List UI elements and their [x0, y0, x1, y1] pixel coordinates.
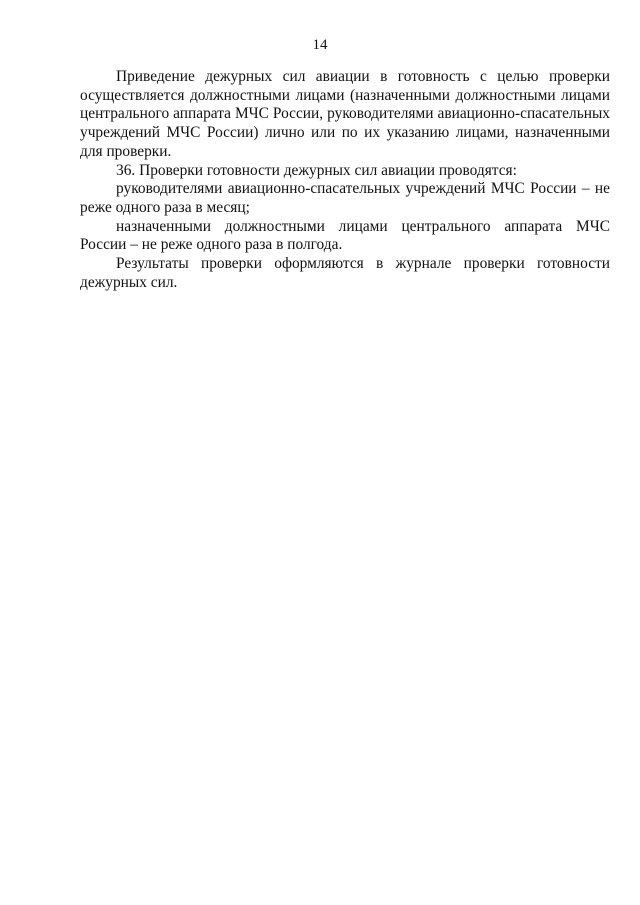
paragraph-monthly-check: руководителями авиационно-спасательных учреждений МЧС России – не реже одного раза в месяц; [80, 180, 610, 216]
page-number: 14 [312, 37, 328, 53]
paragraph-readiness-procedure: Приведение дежурных сил авиации в готовность с целью проверки осуществляется должностными лицами (назначенными должностными лицами центрального аппарата МЧС России, руководителями авиационно-спасательных учреждений МЧС России) лично или по их указанию лицами, назначенными для проверки. [80, 68, 610, 160]
paragraph-section-36: 36. Проверки готовности дежурных сил авиации проводятся: [116, 161, 517, 179]
paragraph-results-journal: Результаты проверки оформляются в журнале проверки готовности дежурных сил. [80, 255, 610, 291]
paragraph-semiannual-check: назначенными должностными лицами центрального аппарата МЧС России – не реже одного раза в полгода. [80, 217, 610, 254]
document-body [80, 68, 610, 292]
